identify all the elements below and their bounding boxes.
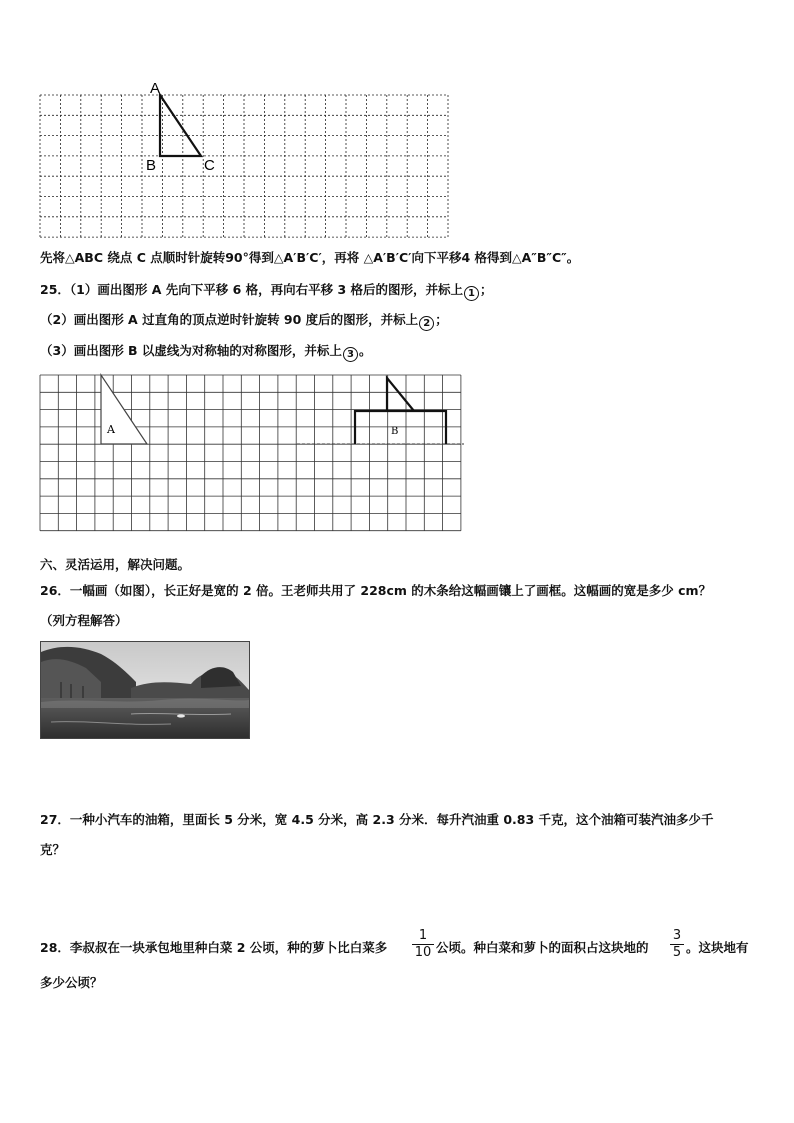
fraction-one-tenth-denominator: 10 xyxy=(414,945,432,960)
q28-line2: 多少公顷？ xyxy=(40,975,103,990)
circled-one-icon: 1 xyxy=(464,286,479,301)
q25-part1-end: ； xyxy=(480,282,493,297)
lake-landscape-photo xyxy=(40,641,250,739)
fraction-one-tenth-numerator: 1 xyxy=(418,928,428,943)
rotation-grid xyxy=(0,0,794,250)
circled-three-icon: 3 xyxy=(343,347,358,362)
q27-line2: 克？ xyxy=(40,842,66,857)
grid1-lines xyxy=(40,95,448,237)
photo-drawing xyxy=(41,642,249,738)
q25-part2-end: ； xyxy=(435,312,448,327)
vertex-b-label: B xyxy=(146,157,157,174)
shape-b-flag xyxy=(387,378,414,411)
shape-a-label: A xyxy=(107,423,115,436)
q26-note: （列方程解答） xyxy=(40,613,128,628)
fraction-one-tenth xyxy=(412,929,434,960)
fraction-three-fifths-numerator: 3 xyxy=(672,928,682,943)
triangle-abc xyxy=(160,95,201,156)
q25-part2 xyxy=(40,312,448,331)
q28-part2: 公顷。种白菜和萝卜的面积占这块地的 xyxy=(436,940,649,955)
shape-b-label: B xyxy=(391,426,399,437)
q26-text: 26．一幅画（如图），长正好是宽的 2 倍。王老师共用了 228cm 的木条给这幅画镶上了画框。这幅画的宽是多少 cm？ xyxy=(40,583,712,598)
fraction-three-fifths xyxy=(670,929,684,960)
vertex-c-label: C xyxy=(204,157,215,174)
q25-part3-text: （3）画出图形 B 以虚线为对称轴的对称图形，并标上 xyxy=(40,343,342,358)
q25-part1-text: 25．（1）画出图形 A 先向下平移 6 格，再向右平移 3 格后的图形，并标上 xyxy=(40,282,464,297)
q25-part2-text: （2）画出图形 A 过直角的顶点逆时针旋转 90 度后的图形，并标上 xyxy=(40,312,419,327)
fraction-three-fifths-denominator: 5 xyxy=(672,945,682,960)
q25-part3-end: 。 xyxy=(358,343,372,358)
q25-part3 xyxy=(40,343,371,362)
shape-b-outline xyxy=(355,411,446,444)
vertex-a-label: A xyxy=(150,80,161,97)
q28-part3: 。这块地有 xyxy=(686,940,749,955)
q25-part1 xyxy=(40,282,493,301)
section-six-title: 六、灵活运用，解决问题。 xyxy=(40,557,191,572)
q27-line1: 27．一种小汽车的油箱，里面长 5 分米，宽 4.5 分米，高 2.3 分米．每升汽油重 0.83 千克，这个油箱可装汽油多少千 xyxy=(40,812,714,827)
transform-grid xyxy=(0,370,794,555)
circled-two-icon: 2 xyxy=(419,316,434,331)
q24-instruction: 先将△ABC 绕点 C 点顺时针旋转90°得到△A′B′C′，再将 △A′B′C′向下平移4 格得到△A″B″C″。 xyxy=(40,250,580,265)
q28-part1: 28．李叔叔在一块承包地里种白菜 2 公顷，种的萝卜比白菜多 xyxy=(40,940,388,955)
